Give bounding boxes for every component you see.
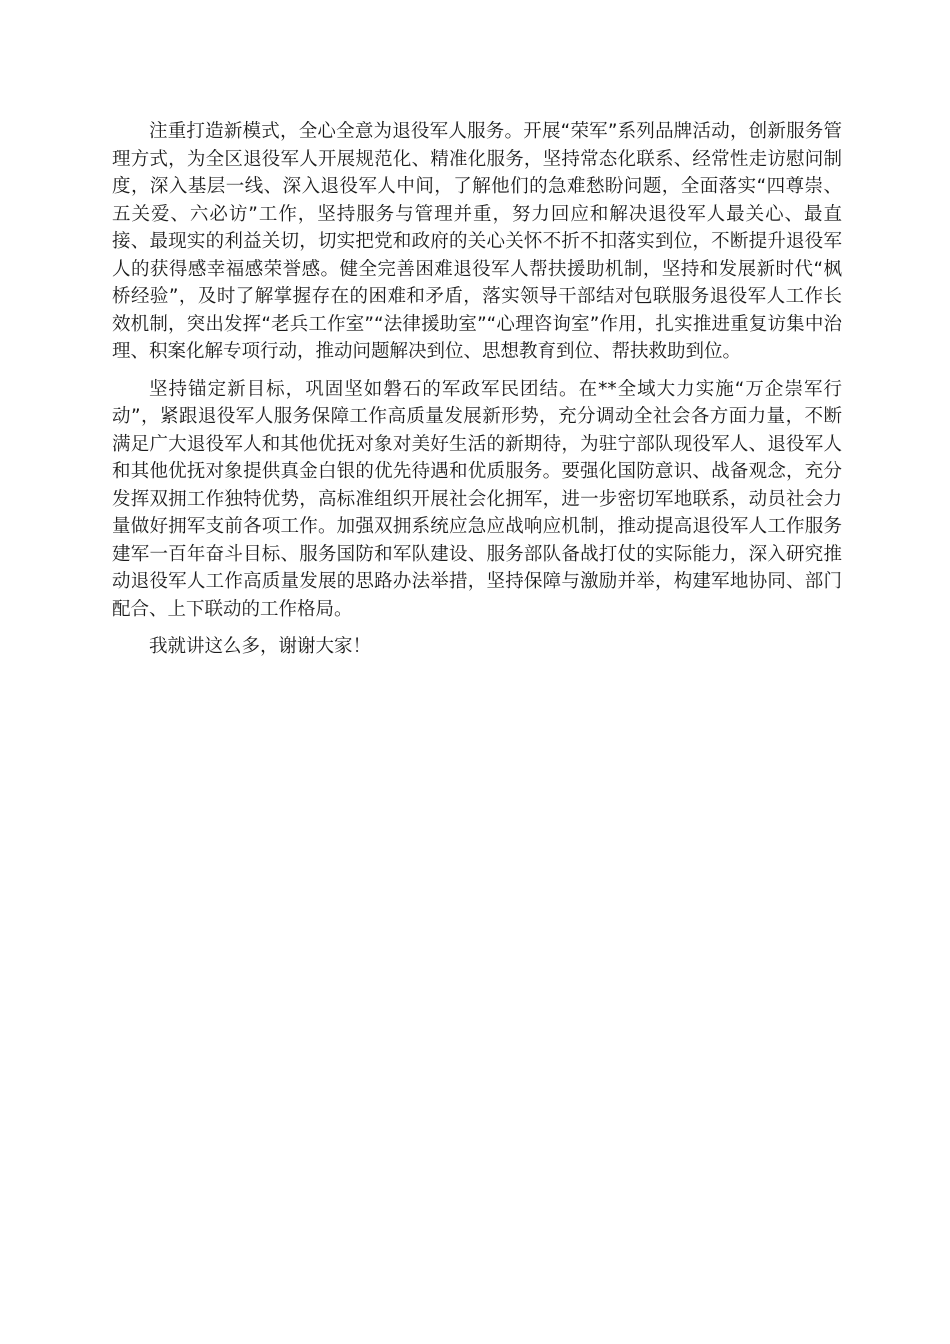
- paragraph-closing-remarks: 我就讲这么多，谢谢大家！: [149, 636, 372, 657]
- paragraph-service-model: 注重打造新模式，全心全意为退役军人服务。开展“荣军”系列品牌活动，创新服务管理方式，为全区退役军人开展规范化、精准化服务，坚持常态化联系、经常性走访慰问制度，深入基层一线、深入退役军人中间，了解他们的急难愁盼问题，全面落实“四尊崇、五关爱、六必访”工作，坚持服务与管理并重，努力回应和解决退役军人最关心、最直接、最现实的利益关切，切实把党和政府的关心关怀不折不扣落实到位，不断提升退役军人的获得感幸福感荣誉感。健全完善困难退役军人帮扶援助机制，坚持和发展新时代“枫桥经验”，及时了解掌握存在的困难和矛盾，落实领导干部结对包联服务退役军人工作长效机制，突出发挥“老兵工作室”“法律援助室”“心理咨询室”作用，扎实推进重复访集中治理、积案化解专项行动，推动问题解决到位、思想教育到位、帮扶救助到位。: [112, 121, 842, 362]
- paragraph-military-civilian-unity: 坚持锚定新目标，巩固坚如磐石的军政军民团结。在**全域大力实施“万企崇军行动”，紧跟退役军人服务保障工作高质量发展新形势，充分调动全社会各方面力量，不断满足广大退役军人和其他优抚对象对美好生活的新期待，为驻宁部队现役军人、退役军人和其他优抚对象提供真金白银的优先待遇和优质服务。要强化国防意识、战备观念，充分发挥双拥工作独特优势，高标准组织开展社会化拥军，进一步密切军地联系，动员社会力量做好拥军支前各项工作。加强双拥系统应急应战响应机制，推动提高退役军人工作服务建军一百年奋斗目标、服务国防和军队建设、服务部队备战打仗的实际能力，深入研究推动退役军人工作高质量发展的思路办法举措，坚持保障与激励并举，构建军地协同、部门配合、上下联动的工作格局。: [112, 378, 842, 620]
- document-body: [112, 118, 842, 671]
